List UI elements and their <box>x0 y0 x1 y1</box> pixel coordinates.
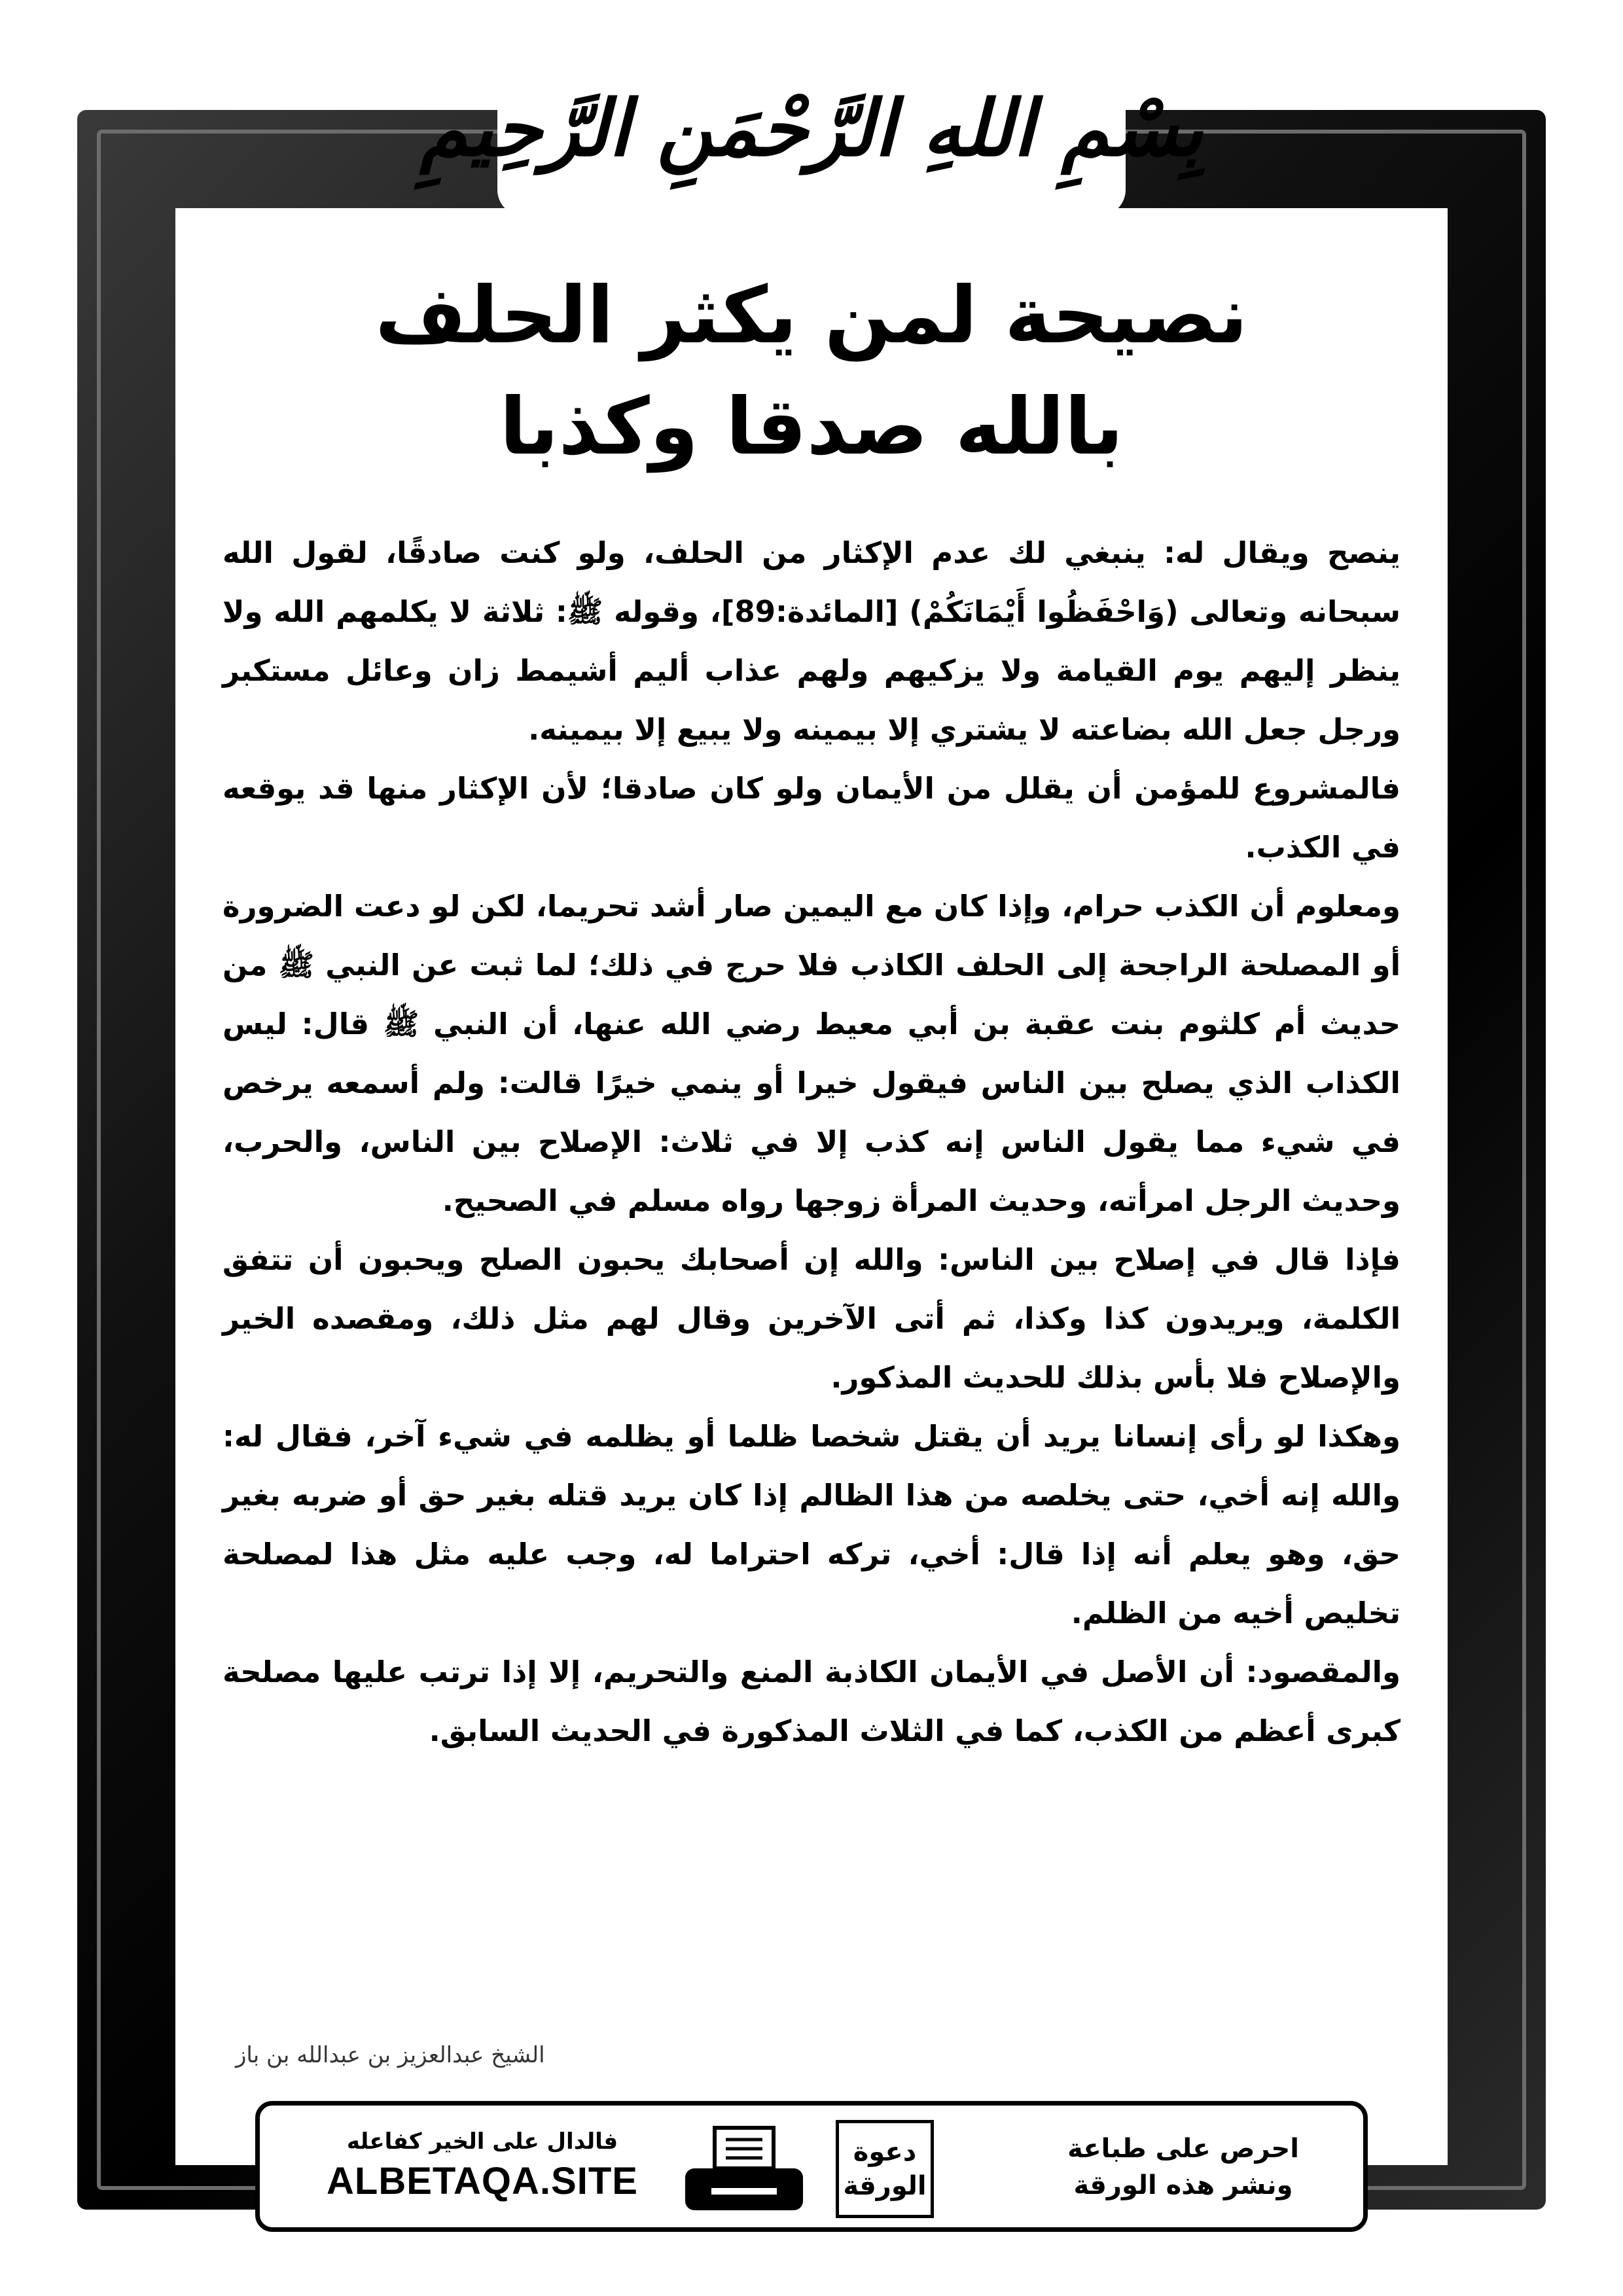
site-block <box>299 2125 666 2205</box>
printer-icon <box>679 2125 810 2217</box>
paragraph: ومعلوم أن الكذب حرام، وإذا كان مع اليمين صار أشد تحريما، لكن لو دعت الضرورة أو المصلحة الراجحة إلى الحلف الكاذب فلا حرج في ذلك؛ لما ثبت عن النبي ﷺ من حديث أم كلثوم بنت عقبة بن أبي معيط رضي الله عنها، أن النبي ﷺ قال: ليس الكذاب الذي يصلح بين الناس فيقول خيرا أو ينمي خيرًا قالت: ولم أسمعه يرخص في شيء مما يقول الناس إنه كذب إلا في ثلاث: الإصلاح بين الناس، والحرب، وحديث الرجل امرأته، وحديث المرأة زوجها رواه مسلم في الصحيح. <box>223 889 1400 1218</box>
author-signature: الشيخ عبدالعزيز بن عبدالله بن باز <box>236 2042 545 2068</box>
site-url[interactable]: ALBETAQA.SITE <box>327 2160 638 2202</box>
basmala: بِسْمِ اللهِ الرَّحْمَنِ الرَّحِيمِ <box>419 82 1204 173</box>
footer-bar <box>255 2101 1368 2232</box>
dawa-logo <box>836 2120 934 2218</box>
paragraph: ينصح ويقال له: ينبغي لك عدم الإكثار من الحلف، ولو كنت صادقًا، لقول الله سبحانه وتعالى (وَاحْفَظُوا أَيْمَانَكُمْ) [المائدة:89]، وقوله ﷺ: ثلاثة لا يكلمهم الله ولا ينظر إليهم يوم القيامة ولا يزكيهم ولهم عذاب أليم أشيمط زان وعائل مستكبر ورجل جعل الله بضاعته لا يشتري إلا بيمينه ولا يبيع إلا بيمينه. <box>223 535 1400 747</box>
logo-line-1: دعوة <box>853 2137 917 2167</box>
site-slogan: فالدال على الخير كفاعله <box>346 2128 618 2155</box>
paragraph: والمقصود: أن الأصل في الأيمان الكاذبة المنع والتحريم، إلا إذا ترتب عليها مصلحة كبرى أعظم من الكذب، كما في الثلاث المذكورة في الحديث السابق. <box>223 1655 1400 1748</box>
paragraph: فإذا قال في إصلاح بين الناس: والله إن أصحابك يحبون الصلح ويحبون أن تتفق الكلمة، ويريدون كذا وكذا، ثم أتى الآخرين وقال لهم مثل ذلك، ومقصده الخير والإصلاح فلا بأس بذلك للحديث المذكور. <box>223 1242 1400 1395</box>
title-line-2: بالله صدقا وكذبا <box>499 382 1124 473</box>
print-reminder <box>1029 2130 1337 2204</box>
paragraph: فالمشروع للمؤمن أن يقلل من الأيمان ولو كان صادقا؛ لأن الإكثار منها قد يوقعه في الكذب. <box>223 771 1400 865</box>
logo-line-2: الورقة <box>843 2171 927 2201</box>
print-reminder-line-2: ونشر هذه الورقة <box>1073 2170 1293 2200</box>
title-line-1: نصيحة لمن يكثر الحلف <box>375 270 1248 361</box>
paragraph: وهكذا لو رأى إنسانا يريد أن يقتل شخصا ظلما أو يظلمه في شيء آخر، فقال له: والله إنه أخي، حتى يخلصه من هذا الظالم إذا كان يريد قتله بغير حق أو ضربه بغير حق، وهو يعلم أنه إذا قال: أخي، تركه احتراما له، وجب عليه مثل هذا لمصلحة تخليص أخيه من الظلم. <box>223 1419 1400 1630</box>
print-reminder-line-1: احرص على طباعة <box>1067 2134 1299 2164</box>
basmala-box <box>419 39 1204 216</box>
article-body <box>223 524 1400 1761</box>
